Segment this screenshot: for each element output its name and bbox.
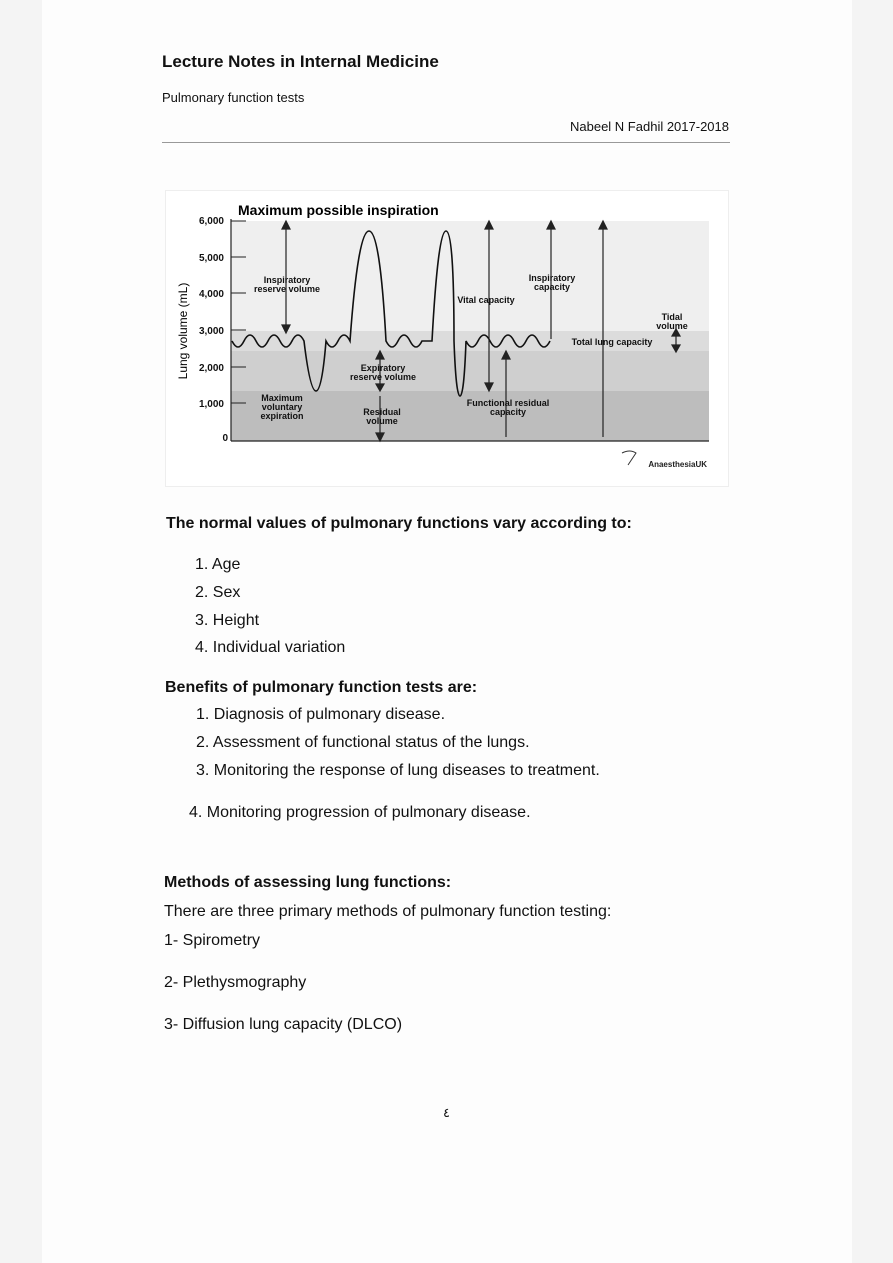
y-axis-label: Lung volume (mL) xyxy=(176,282,190,380)
label-frc-2: capacity xyxy=(489,407,527,417)
figure-credit: AnaesthesiaUK xyxy=(648,460,707,469)
label-mve-3: expiration xyxy=(260,411,304,421)
label-mve-2: voluntary xyxy=(261,402,303,412)
list-item: 1. Age xyxy=(195,556,241,573)
list-item: 1- Spirometry xyxy=(164,932,261,949)
lung-volume-figure xyxy=(165,190,729,487)
label-ic-1: Inspiratory xyxy=(528,273,576,283)
list-item: 2. Assessment of functional status of the lungs. xyxy=(196,734,530,751)
list-item: 3. Height xyxy=(195,612,260,629)
label-tlc: Total lung capacity xyxy=(571,337,653,347)
list-item: 3. Monitoring the response of lung diseases to treatment. xyxy=(196,762,600,779)
y-tick-3000: 3,000 xyxy=(198,326,224,337)
erv-band xyxy=(231,351,709,391)
label-irv-1: Inspiratory xyxy=(263,275,311,285)
label-vc: Vital capacity xyxy=(457,295,515,305)
top-label: Maximum possible inspiration xyxy=(238,202,439,218)
page-number: ٤ xyxy=(443,1105,450,1120)
list-item: 4. Monitoring progression of pulmonary disease. xyxy=(189,804,531,821)
list-item: 2- Plethysmography xyxy=(164,974,307,991)
label-mve-1: Maximum xyxy=(261,393,303,403)
y-tick-2000: 2,000 xyxy=(198,363,224,374)
label-irv-2: reserve volume xyxy=(253,284,321,294)
label-tv-1: Tidal xyxy=(661,312,683,322)
y-tick-1000: 1,000 xyxy=(198,399,224,410)
credit-logo-icon xyxy=(622,451,636,465)
document-title: Lecture Notes in Internal Medicine xyxy=(162,52,439,71)
section-heading-methods: Methods of assessing lung functions: xyxy=(164,874,452,891)
label-rv-2: volume xyxy=(366,416,398,426)
label-erv-2: reserve volume xyxy=(349,372,417,382)
y-tick-6000: 6,000 xyxy=(198,216,224,227)
section-heading-normal-values: The normal values of pulmonary functions vary according to: xyxy=(166,515,632,532)
label-tv-2: volume xyxy=(656,321,688,331)
section-heading-benefits: Benefits of pulmonary function tests are: xyxy=(165,679,478,696)
list-item: 3- Diffusion lung capacity (DLCO) xyxy=(164,1016,403,1033)
y-tick-4000: 4,000 xyxy=(198,289,224,300)
label-rv-1: Residual xyxy=(363,407,401,417)
y-tick-0: 0 xyxy=(222,433,228,444)
list-item: 1. Diagnosis of pulmonary disease. xyxy=(196,706,446,723)
y-tick-5000: 5,000 xyxy=(198,253,224,264)
label-ic-2: capacity xyxy=(533,282,571,292)
document-subtitle: Pulmonary function tests xyxy=(162,90,305,105)
methods-intro: There are three primary methods of pulmonary function testing: xyxy=(164,903,612,920)
document-author: Nabeel N Fadhil 2017-2018 xyxy=(570,119,729,134)
header-divider xyxy=(162,142,730,143)
label-erv-1: Expiratory xyxy=(360,363,406,373)
label-frc-1: Functional residual xyxy=(466,398,550,408)
list-item: 4. Individual variation xyxy=(195,639,346,656)
list-item: 2. Sex xyxy=(195,584,241,601)
